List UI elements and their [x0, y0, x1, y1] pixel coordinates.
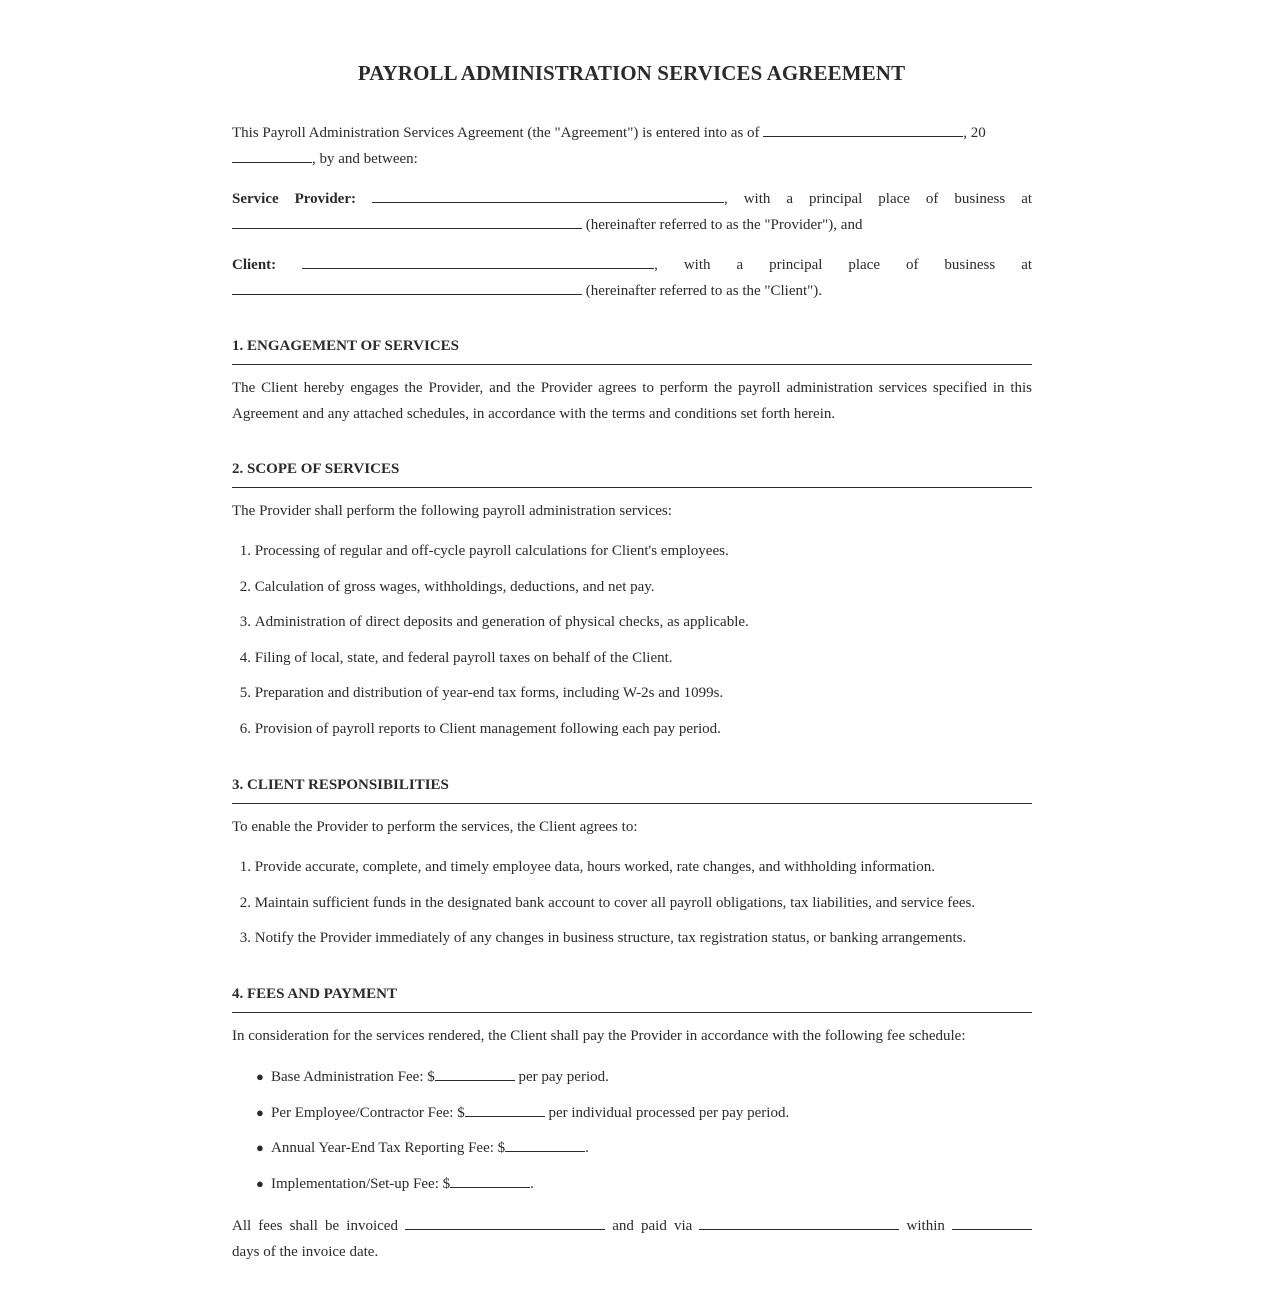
section-3-intro: To enable the Provider to perform the services, the Client agrees to:: [232, 819, 638, 835]
section-4-heading: 4. FEES AND PAYMENT: [232, 984, 1032, 1013]
client-hereinafter: (hereinafter referred to as the "Client").: [582, 283, 823, 299]
client-line-2: [232, 278, 1032, 304]
fee-label: Base Administration Fee: $: [271, 1069, 435, 1085]
invoice-line-2: days of the invoice date.: [232, 1244, 379, 1260]
fee-suffix: per pay period.: [514, 1069, 609, 1085]
client-name-blank[interactable]: [302, 254, 654, 269]
invoice-text-2: and paid via: [612, 1218, 693, 1234]
provider-with-text: , with a principal place of business at: [723, 191, 1033, 207]
provider-hereinafter: (hereinafter referred to as the "Provider"), and: [582, 217, 863, 233]
fee-label: Annual Year-End Tax Reporting Fee: $: [271, 1140, 506, 1157]
list-number: 1.: [239, 543, 251, 559]
fee-amount-blank[interactable]: [465, 1102, 545, 1117]
intro-text: This Payroll Administration Services Agreement (the "Agreement") is entered into as of: [232, 125, 760, 141]
fee-suffix: .: [585, 1140, 589, 1157]
list-number: 2.: [239, 578, 251, 595]
fee-suffix: .: [530, 1175, 534, 1192]
list-number: 2.: [239, 894, 251, 911]
year-prefix: , 20: [963, 125, 986, 141]
bullet-icon: ●: [256, 1175, 264, 1191]
fee-amount-blank[interactable]: [450, 1173, 530, 1188]
year-blank[interactable]: [232, 148, 312, 163]
fee-label: Implementation/Set-up Fee: $: [271, 1175, 451, 1192]
section-1-body: The Client hereby engages the Provider, and the Provider agrees to perform the payroll administration services specified in this Agreement and any attached schedules, in accordance with the terms and conditions set forth herein.: [232, 380, 1032, 422]
bullet-icon: ●: [256, 1140, 264, 1156]
section-2-heading: 2. SCOPE OF SERVICES: [232, 459, 1032, 488]
list-item-text: Calculation of gross wages, withholdings, deductions, and net pay.: [254, 578, 655, 595]
list-item-text: Provision of payroll reports to Client management following each pay period.: [254, 721, 721, 737]
list-number: 5.: [239, 685, 251, 702]
invoice-line-1: [232, 1213, 1032, 1239]
list-number: 3.: [239, 930, 251, 946]
section-2-intro: The Provider shall perform the following payroll administration services:: [232, 503, 672, 519]
scope-item-3: [232, 609, 1032, 635]
fee-item-2: [256, 1100, 789, 1126]
list-item-text: Administration of direct deposits and generation of physical checks, as applicable.: [254, 614, 749, 631]
invoice-text-3: within: [906, 1218, 945, 1234]
scope-item-4: [232, 645, 1032, 671]
fee-suffix: per individual processed per pay period.: [544, 1104, 790, 1121]
list-number: 4.: [239, 649, 251, 666]
bullet-icon: ●: [256, 1104, 264, 1120]
invoice-text-1: All fees shall be invoiced: [232, 1218, 398, 1234]
list-number: 6.: [239, 721, 251, 737]
provider-name-blank[interactable]: [372, 188, 724, 203]
list-item-text: Notify the Provider immediately of any changes in business structure, tax registration status, or banking arrangements.: [254, 930, 967, 946]
provider-line-2: [232, 212, 1032, 238]
responsibility-item-3: [232, 925, 1032, 951]
document-title: PAYROLL ADMINISTRATION SERVICES AGREEMENT: [357, 61, 906, 85]
list-number: 1.: [239, 859, 251, 875]
fee-amount-blank[interactable]: [435, 1066, 515, 1081]
scope-item-1: [232, 538, 1032, 564]
date-blank[interactable]: [763, 122, 963, 137]
fee-label: Per Employee/Contractor Fee: $: [271, 1104, 465, 1121]
client-line-1: [232, 252, 1032, 278]
intro-paragraph: [232, 120, 1032, 172]
payment-method-blank[interactable]: [699, 1215, 899, 1230]
scope-item-5: [232, 680, 1032, 706]
scope-item-6: [232, 716, 1032, 742]
fee-amount-blank[interactable]: [505, 1137, 585, 1152]
client-address-blank[interactable]: [232, 280, 582, 295]
scope-item-2: [232, 574, 1032, 600]
fee-item-4: [256, 1171, 534, 1197]
section-1-heading: 1. ENGAGEMENT OF SERVICES: [232, 336, 1032, 365]
list-item-text: Processing of regular and off-cycle payroll calculations for Client's employees.: [254, 543, 729, 559]
client-block: [232, 252, 1032, 304]
list-item-text: Provide accurate, complete, and timely employee data, hours worked, rate changes, and withholding information.: [254, 859, 935, 875]
client-label: Client:: [232, 257, 277, 273]
provider-label: Service Provider:: [232, 191, 356, 207]
provider-address-blank[interactable]: [232, 214, 582, 229]
section-3-heading: 3. CLIENT RESPONSIBILITIES: [232, 775, 1032, 804]
intro-text-2: , by and between:: [312, 151, 418, 167]
invoice-frequency-blank[interactable]: [405, 1215, 605, 1230]
invoice-paragraph: [232, 1213, 1032, 1265]
fee-item-3: [256, 1135, 589, 1161]
list-item-text: Maintain sufficient funds in the designated bank account to cover all payroll obligations, tax liabilities, and service fees.: [254, 894, 976, 911]
list-item-text: Preparation and distribution of year-end tax forms, including W-2s and 1099s.: [254, 685, 724, 702]
responsibility-item-1: [232, 854, 1032, 880]
responsibility-item-2: [232, 890, 1032, 916]
bullet-icon: ●: [256, 1069, 264, 1084]
section-4-intro: In consideration for the services rendered, the Client shall pay the Provider in accordance with the following fee schedule:: [232, 1028, 966, 1044]
payment-days-blank[interactable]: [952, 1215, 1032, 1230]
fee-item-1: [256, 1064, 609, 1090]
list-item-text: Filing of local, state, and federal payroll taxes on behalf of the Client.: [254, 649, 673, 666]
list-number: 3.: [239, 614, 251, 631]
provider-line-1: [232, 186, 1032, 212]
provider-block: [232, 186, 1032, 238]
client-with-text: , with a principal place of business at: [654, 257, 1033, 273]
